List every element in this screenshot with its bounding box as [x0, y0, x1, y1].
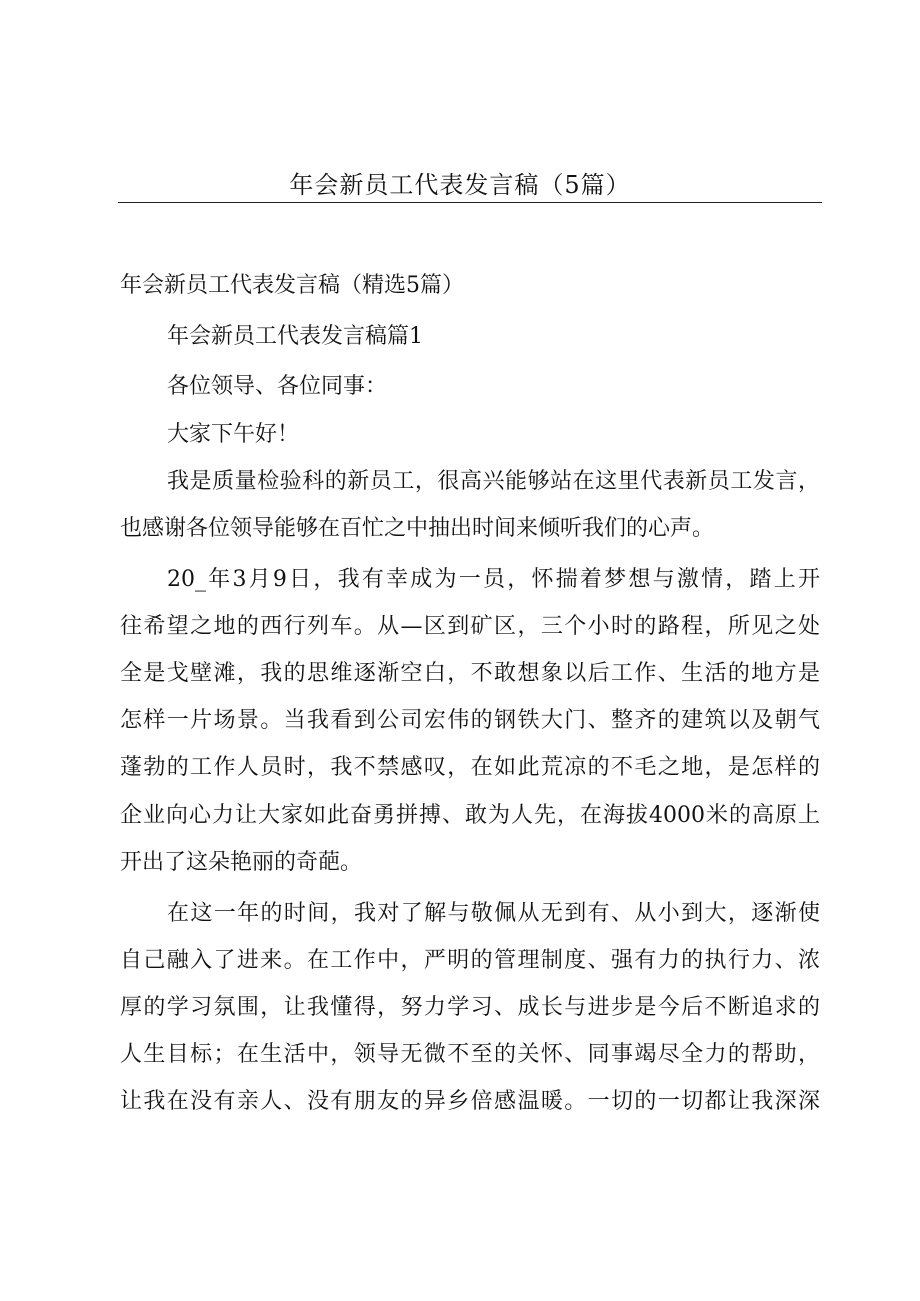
paragraph-2-line-1: 20_年3月9日，我有幸成为一员，怀揣着梦想与激情，踏上开 [167, 567, 820, 592]
paragraph-3-line-5: 让我在没有亲人、没有朋友的异乡倍感温暖。一切的一切都让我深深 [120, 1089, 820, 1114]
paragraph-3-line-2: 自己融入了进来。在工作中，严明的管理制度、强有力的执行力、浓 [120, 948, 820, 973]
paragraph-2-line-3: 全是戈壁滩，我的思维逐渐空白，不敢想象以后工作、生活的地方是 [120, 661, 820, 686]
salutation: 各位领导、各位同事： [167, 374, 388, 399]
paragraph-3-line-4: 人生目标；在生活中，领导无微不至的关怀、同事竭尽全力的帮助， [120, 1042, 820, 1067]
paragraph-3-line-1: 在这一年的时间，我对了解与敬佩从无到有、从小到大，逐渐使 [167, 901, 820, 926]
paragraph-2-line-7: 开出了这朵艳丽的奇葩。 [120, 850, 363, 875]
paragraph-2-line-4: 怎样一片场景。当我看到公司宏伟的钢铁大门、整齐的建筑以及朝气 [120, 708, 820, 733]
section-heading: 年会新员工代表发言稿篇1 [167, 324, 423, 349]
paragraph-2-line-6: 企业向心力让大家如此奋勇拼搏、敢为人先，在海拔4000米的高原上 [120, 803, 820, 828]
paragraph-3-line-3: 厚的学习氛围，让我懂得，努力学习、成长与进步是今后不断追求的 [120, 995, 820, 1020]
title-underline [118, 202, 822, 203]
document-title: 年会新员工代表发言稿（5篇） [289, 171, 631, 199]
document-subtitle: 年会新员工代表发言稿（精选5篇） [120, 273, 464, 298]
greeting: 大家下午好！ [167, 422, 300, 447]
paragraph-1-line-2: 也感谢各位领导能够在百忙之中抽出时间来倾听我们的心声。 [120, 516, 715, 541]
paragraph-1-line-1: 我是质量检验科的新员工，很高兴能够站在这里代表新员工发言， [167, 469, 820, 494]
paragraph-2-line-5: 蓬勃的工作人员时，我不禁感叹，在如此荒凉的不毛之地，是怎样的 [120, 755, 820, 780]
paragraph-2-line-2: 往希望之地的西行列车。从—区到矿区，三个小时的路程，所见之处 [120, 614, 820, 639]
